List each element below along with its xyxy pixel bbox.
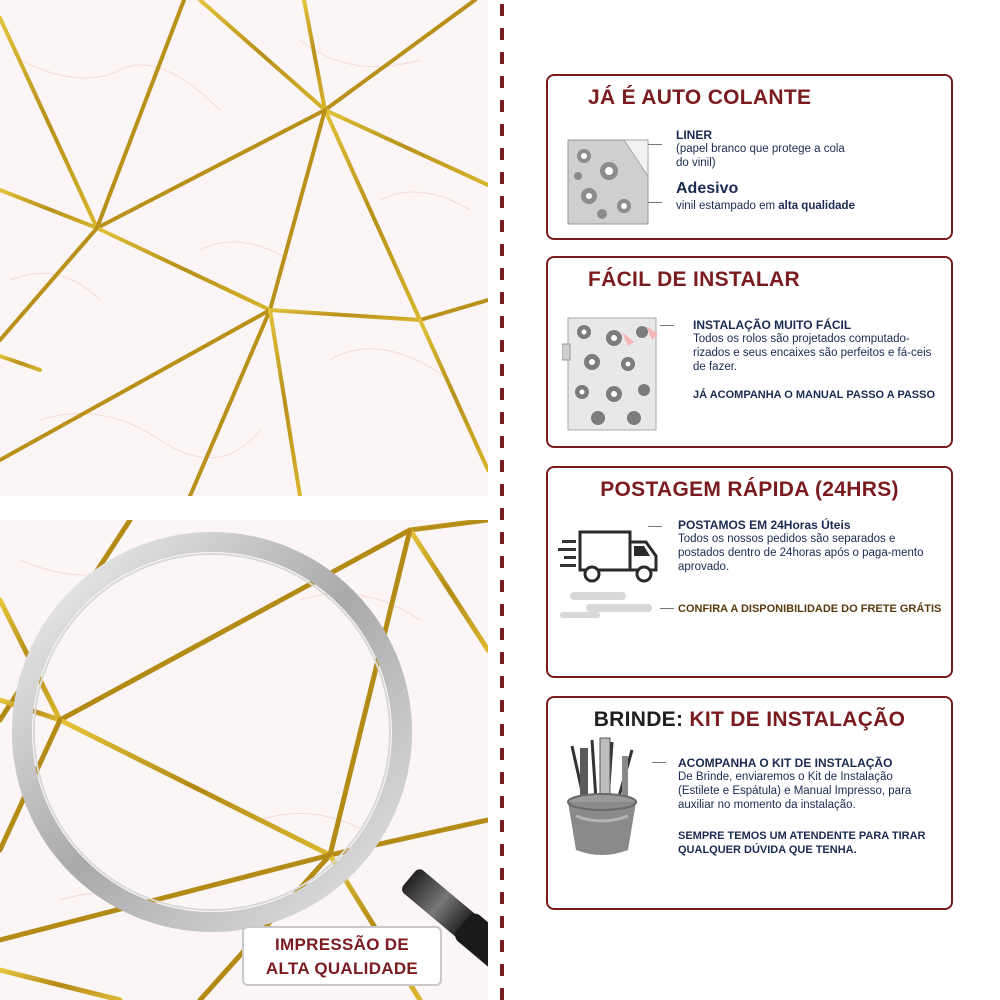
posting-heading: POSTAMOS EM 24Horas Úteis <box>678 518 851 532</box>
tool-cup-icon <box>554 736 650 860</box>
wallpaper-panel-icon <box>562 314 666 434</box>
vinyl-sample-icon <box>564 136 654 228</box>
card-title: JÁ É AUTO COLANTE <box>588 86 812 109</box>
kit-description: De Brinde, enviaremos o Kit de Instalação (Estilete e Espátula) e Manual Impresso, para auxiliar no momento da instalação. <box>678 771 912 811</box>
manual-note: JÁ ACOMPANHA O MANUAL PASSO A PASSO <box>693 389 936 401</box>
pointer-line <box>652 762 666 763</box>
card-postagem-rapida <box>546 466 953 678</box>
pattern-preview-panel <box>0 0 488 496</box>
kit-heading: ACOMPANHA O KIT DE INSTALAÇÃO <box>678 756 893 770</box>
title-part-1: BRINDE: <box>593 708 684 731</box>
install-heading: INSTALAÇÃO MUITO FÁCIL <box>693 318 852 332</box>
install-description: Todos os rolos são projetados computado-rizados e seus encaixes são perfeitos e fá-ceis de fazer. <box>693 333 932 373</box>
title-part-2: KIT DE INSTALAÇÃO <box>683 708 906 731</box>
adesivo-text: vinil estampado em <box>676 200 779 212</box>
shipping-note: CONFIRA A DISPONIBILIDADE DO FRETE GRÁTIS <box>678 603 942 615</box>
card-title: POSTAGEM RÁPIDA (24HRS) <box>600 478 899 501</box>
adesivo-heading: Adesivo <box>676 180 739 197</box>
adesivo-description <box>676 199 946 213</box>
liner-description: (papel branco que protege a cola do vinil) <box>676 143 845 169</box>
dashed-divider <box>500 0 504 1000</box>
card-facil-instalar <box>546 256 953 448</box>
delivery-truck-icon <box>556 526 660 622</box>
card-title <box>548 708 951 732</box>
badge-line-2: ALTA QUALIDADE <box>265 959 419 978</box>
quality-badge <box>242 926 442 986</box>
adesivo-strong: alta qualidade <box>778 200 855 212</box>
support-note: SEMPRE TEMOS UM ATENDENTE PARA TIRAR QUALQUER DÚVIDA QUE TENHA. <box>678 830 926 856</box>
pointer-line <box>648 144 662 145</box>
card-title: FÁCIL DE INSTALAR <box>588 268 800 291</box>
card-brinde-kit <box>546 696 953 910</box>
pointer-line <box>648 202 662 203</box>
pointer-line <box>660 325 674 326</box>
gold-geometric-pattern <box>0 0 488 496</box>
pointer-line <box>648 526 662 527</box>
card-auto-colante <box>546 74 953 240</box>
badge-line-1: IMPRESSÃO DE <box>275 935 409 954</box>
posting-description: Todos os nossos pedidos são separados e postados dentro de 24horas após o paga-mento aprovado. <box>678 533 924 573</box>
pointer-line <box>660 608 674 609</box>
liner-heading: LINER <box>676 128 712 142</box>
